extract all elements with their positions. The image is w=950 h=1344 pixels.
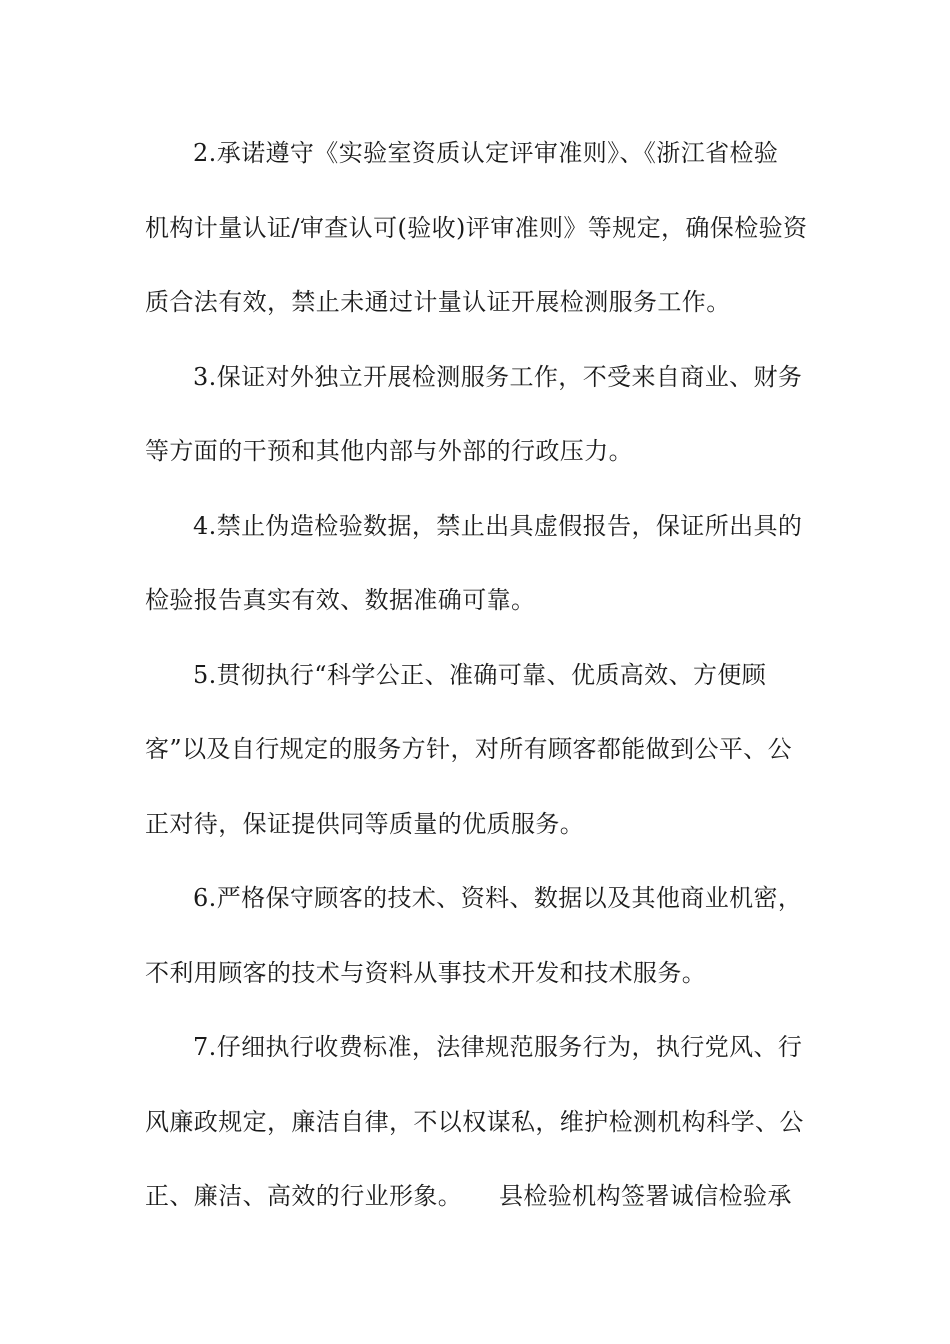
paragraph-line: 质合法有效，禁止未通过计量认证开展检测服务工作。 bbox=[145, 288, 731, 316]
paragraph-line: 7.仔细执行收费标准，法律规范服务行为，执行党风、行 bbox=[193, 1033, 803, 1061]
paragraph-line: 正对待，保证提供同等质量的优质服务。 bbox=[145, 809, 585, 838]
paragraph-line: 风廉政规定，廉洁自律，不以权谋私，维护检测机构科学、公 bbox=[145, 1107, 804, 1136]
paragraph-line: 等方面的干预和其他内部与外部的行政压力。 bbox=[145, 437, 633, 465]
paragraph-line: 2.承诺遵守《实验室资质认定评审准则》、《浙江省检验 bbox=[193, 139, 779, 167]
paragraph-line: 检验报告真实有效、数据准确可靠。 bbox=[145, 586, 536, 614]
paragraph-line: 5.贯彻执行“科学公正、准确可靠、优质高效、方便顾 bbox=[193, 660, 767, 689]
paragraph-line: 不利用顾客的技术与资料从事技术开发和技术服务。 bbox=[145, 958, 707, 987]
document-body bbox=[145, 128, 808, 1246]
paragraph-line: 6.严格保守顾客的技术、资料、数据以及其他商业机密， bbox=[193, 884, 803, 912]
paragraph-line: 3.保证对外独立开展检测服务工作，不受来自商业、财务 bbox=[193, 362, 803, 391]
paragraph-line: 客”以及自行规定的服务方针，对所有顾客都能做到公平、公 bbox=[145, 735, 793, 763]
paragraph-line: 机构计量认证/审查认可(验收)评审准则》等规定，确保检验资 bbox=[145, 213, 808, 242]
paragraph-line: 正、廉洁、高效的行业形象。 县检验机构签署诚信检验承 bbox=[145, 1182, 792, 1210]
paragraph-line: 4.禁止伪造检验数据，禁止出具虚假报告，保证所出具的 bbox=[193, 511, 803, 540]
